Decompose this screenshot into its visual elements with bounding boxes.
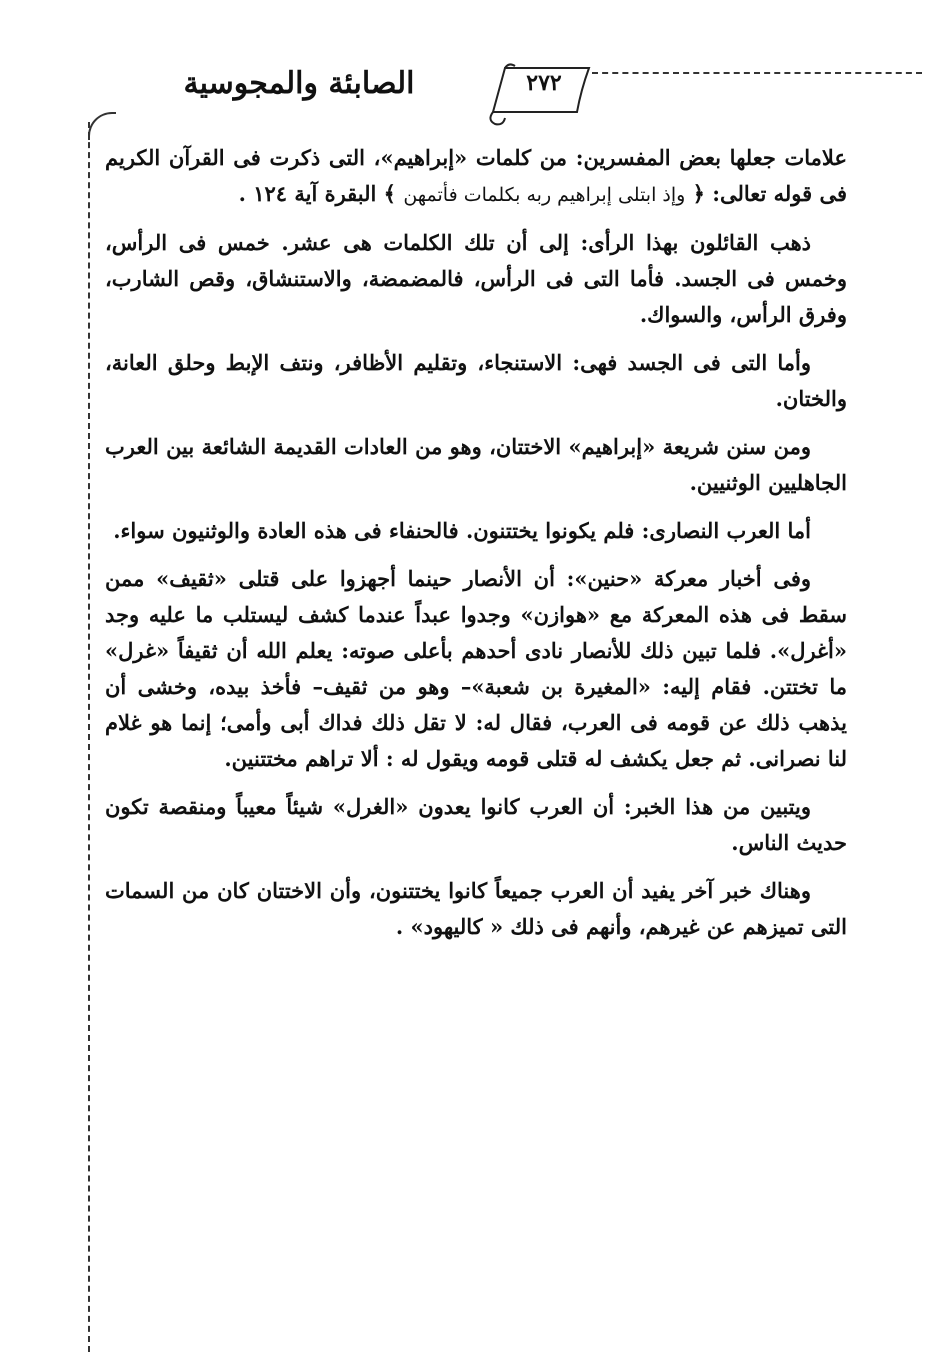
- paragraph-5: أما العرب النصارى: فلم يكونوا يختتنون. فالحنفاء فى هذه العادة والوثنيون سواء.: [113, 518, 811, 543]
- paragraph-2: ذهب القائلون بهذا الرأى: إلى أن تلك الكلمات هى عشر. خمس فى الرأس، وخمس فى الجسد. فأما التى فى الرأس، فالمضمضة، والاستنشاق، وقص الشارب، وفرق الرأس، والسواك.: [105, 230, 847, 327]
- header-dashed-rule: [592, 72, 922, 74]
- paragraph-8: وهناك خبر آخر يفيد أن العرب جميعاً كانوا يختتنون، وأن الاختتان كان من السمات التى تميزهم عن غيرهم، وأنهم فى ذلك « كاليهود» .: [105, 878, 847, 939]
- left-margin-dashed-rule: [88, 122, 90, 1352]
- page-number: ٢٧٢: [526, 70, 562, 96]
- paragraph-3: وأما التى فى الجسد فهى: الاستنجاء، وتقليم الأظافر، ونتف الإبط وحلق العانة، والختان.: [105, 350, 847, 411]
- paragraph-1-text-b: ﴾ البقرة آية ١٢٤ .: [238, 181, 404, 206]
- paragraph-1: [105, 140, 847, 213]
- paragraph-1-text-a: علامات جعلها بعض المفسرين: من كلمات «إبراهيم»، التى ذكرت فى القرآن الكريم فى قوله تعالى: ﴿: [105, 145, 847, 206]
- running-head: الصابئة والمجوسية: [183, 66, 415, 101]
- paragraph-7: ويتبين من هذا الخبر: أن العرب كانوا يعدون «الغرل» شيئاً معيباً ومنقصة تكون حديث الناس.: [105, 794, 847, 855]
- margin-rule-corner: [88, 112, 116, 140]
- quran-verse: وإذ ابتلى إبراهيم ربه بكلمات فأتمهن: [403, 184, 686, 206]
- paragraph-4: ومن سنن شريعة «إبراهيم» الاختتان، وهو من العادات القديمة الشائعة بين العرب الجاهليين الوثنيين.: [105, 434, 847, 495]
- body-text: [105, 140, 847, 957]
- paragraph-6: وفى أخبار معركة «حنين»: أن الأنصار حينما أجهزوا على قتلى «ثقيف» ممن سقط فى هذه المعركة مع «هوازن» وجدوا عبداً عندما كشف ليستلب ما عليه وجد «أغرل». فلما تبين ذلك للأنصار نادى أحدهم بأعلى صوته: يعلم الله أن ثقيفاً «غرل» ما تختتن. فقام إليه: «المغيرة بن شعبة»– وهو من ثقيف– فأخذ بيده، وخشى أن يذهب ذلك عن قومه فى العرب، فقال له: لا تقل ذلك فداك أبى وأمى؛ إنما هو غلام لنا نصرانى. ثم جعل يكشف له قتلى قومه ويقول له : ألا تراهم مختتنين.: [105, 566, 847, 771]
